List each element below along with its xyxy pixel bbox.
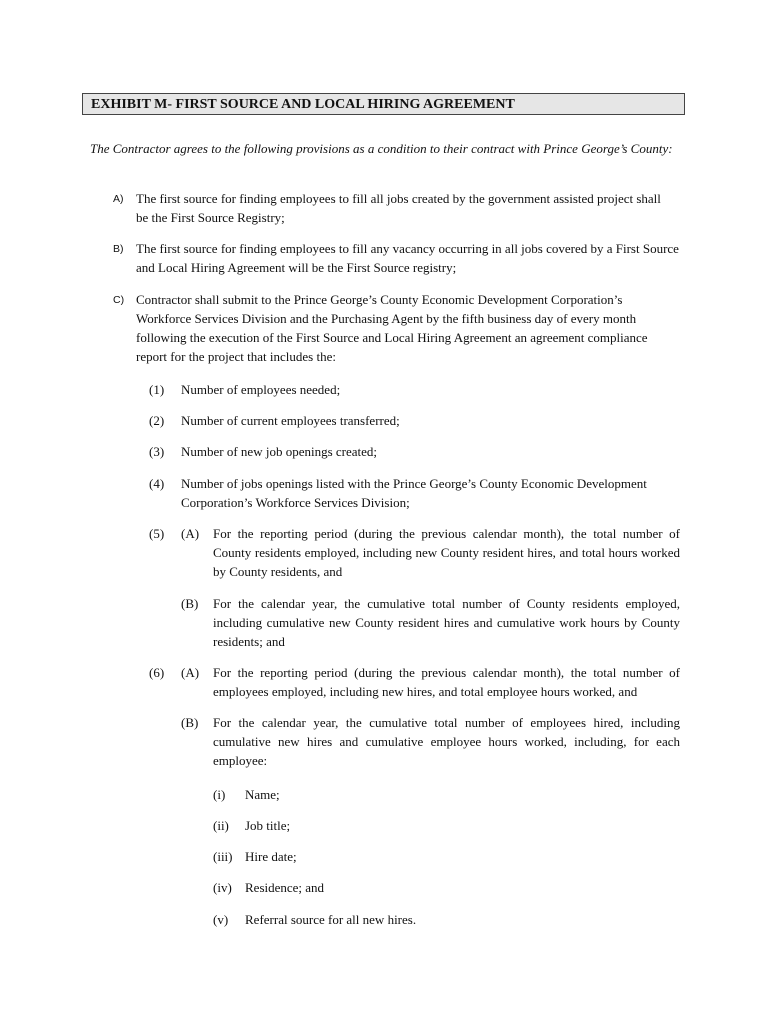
numbered-4-text: Number of jobs openings listed with the Prince George’s County Economic Development Corporation’s Workforce Services Division; <box>181 476 647 510</box>
roman-i-label: (i) <box>213 787 226 802</box>
item-b-text: The first source for finding employees to fill any vacancy occurring in all jobs covered by a First Source and Local Hiring Agreement will be the First Source registry; <box>136 241 679 275</box>
item-c-label: C) <box>113 294 125 306</box>
numbered-4-label: (4) <box>149 476 165 491</box>
intro-paragraph: The Contractor agrees to the following provisions as a condition to their contract with Prince George’s County: <box>90 141 673 156</box>
roman-iv-label: (iv) <box>213 880 232 895</box>
numbered-3-text: Number of new job openings created; <box>181 444 378 459</box>
numbered-5-label: (5) <box>149 526 165 541</box>
item-b-label: B) <box>113 243 124 255</box>
numbered-6a-label: (A) <box>181 665 200 680</box>
numbered-6a-text: For the reporting period (during the previous calendar month), the total number of employees employed, including new hires, and total employee hours worked, and <box>213 665 680 699</box>
roman-i-text: Name; <box>245 787 280 802</box>
numbered-6b-text: For the calendar year, the cumulative total number of employees hired, including cumulative new hires and cumulative employee hours worked, including, for each employee: <box>213 715 680 768</box>
numbered-5a-label: (A) <box>181 526 200 541</box>
item-a-label: A) <box>113 193 124 205</box>
roman-iv-text: Residence; and <box>245 880 325 895</box>
numbered-6b-label: (B) <box>181 715 199 730</box>
exhibit-title: EXHIBIT M- FIRST SOURCE AND LOCAL HIRING AGREEMENT <box>91 97 515 112</box>
numbered-2-text: Number of current employees transferred; <box>181 413 400 428</box>
roman-v-text: Referral source for all new hires. <box>245 912 417 927</box>
roman-v-label: (v) <box>213 912 229 927</box>
numbered-1-label: (1) <box>149 382 165 397</box>
roman-iii-text: Hire date; <box>245 849 297 864</box>
item-c-text: Contractor shall submit to the Prince George’s County Economic Development Corporation’s Workforce Services Division and the Purchasing Agent by the fifth business day of every month following the execution of the First Source and Local Hiring Agreement an agreement compliance report for the project that includes the: <box>136 292 648 364</box>
numbered-5b-text: For the calendar year, the cumulative total number of County residents employed, including cumulative new County resident hires and cumulative work hours by County residents; and <box>213 596 680 649</box>
numbered-6-label: (6) <box>149 665 165 680</box>
roman-ii-text: Job title; <box>245 818 291 833</box>
numbered-5b-label: (B) <box>181 596 199 611</box>
numbered-1-text: Number of employees needed; <box>181 382 341 397</box>
numbered-5a-text: For the reporting period (during the previous calendar month), the total number of County residents employed, including new County resident hires, and total hours worked by County residents, and <box>213 526 680 579</box>
item-a-text: The first source for finding employees to fill all jobs created by the government assisted project shall be the First Source Registry; <box>136 191 661 225</box>
roman-iii-label: (iii) <box>213 849 233 864</box>
roman-ii-label: (ii) <box>213 818 229 833</box>
exhibit-title-box <box>82 93 685 115</box>
numbered-2-label: (2) <box>149 413 165 428</box>
numbered-3-label: (3) <box>149 444 165 459</box>
